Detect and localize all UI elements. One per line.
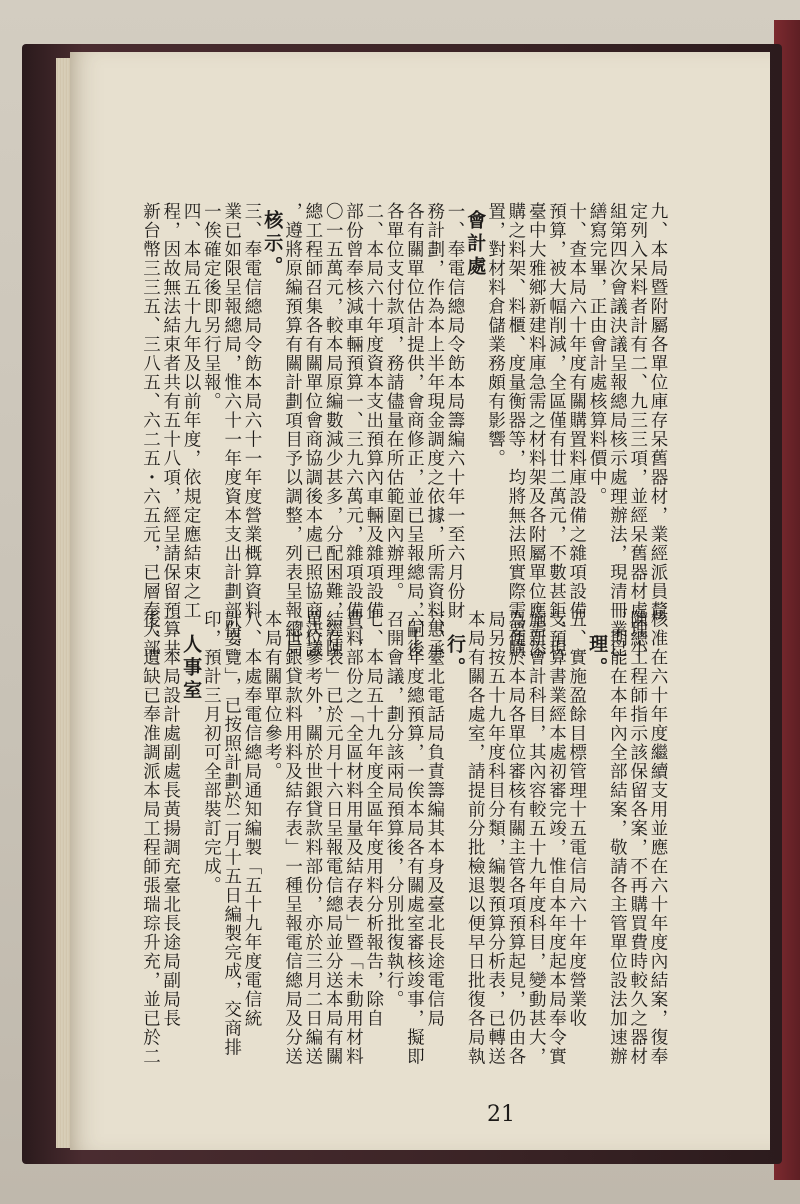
text-column: 本局有關各處室，請提前分批檢退以便早日批復各局執	[465, 610, 486, 1066]
text-column: 總工程師召集各有關單位會商協調後本處已照協商決議	[302, 202, 323, 658]
text-column: 各有關單位估計提供，會商修正，並已呈報總局，嗣後	[404, 202, 425, 658]
text-column: 六、臺北電話局負責籌編其本身及臺北長途電信局	[424, 610, 445, 1028]
section-heading: 核示。	[261, 210, 284, 279]
text-column: 結存表」已於元月十六日呈報電信總局並分送本局有關	[323, 610, 344, 1066]
text-column: 十、查本局六十年度有關購置料庫設備之雜項設備	[566, 202, 587, 620]
text-column: 六十年度總預算，一俟本局各有關處室審核竣事，擬即	[404, 610, 425, 1066]
text-column: 程，因故無法結束者共有五十八項，經呈請保留預算共	[160, 202, 181, 658]
text-column: 新台幣三三五、三八五、六二五・六五元，已層奉大部	[140, 202, 161, 658]
text-column: ，期能在本年內全部結案，敬請各主管單位設法加速辦	[607, 610, 628, 1066]
text-column: 定列入呆料者計有二、九三三項，並經呆舊器材處理小	[627, 202, 648, 658]
book-page	[70, 52, 770, 1150]
text-column: 一俟確定後即另行呈報。	[201, 202, 222, 411]
text-column: 一、本局設計處副處長黃揚調充臺北長途局副局長	[160, 610, 181, 1028]
text-column: 「世銀貸款料用料及結存表」一種呈報電信總局及分送	[282, 610, 303, 1066]
text-column: 五、實施盈餘目標管理十五電信局六十年度營業收	[566, 610, 587, 1028]
text-column: 本局有關單位參考。	[262, 610, 283, 781]
text-column: 三、奉電信總局令飭本局六十一年度營業概算資料	[242, 202, 262, 620]
text-column: 核准在六十年度繼續支用並應在六十年度內結案，復奉	[648, 610, 668, 1066]
text-column: 務計劃，作為本上半年現金調度之依據，所需資料惠承	[424, 202, 445, 658]
text-column: 繕寫完畢，正由會計處核算料價中。	[587, 202, 608, 506]
page-number: 21	[487, 1102, 515, 1127]
text-column: 組第四次會議決議呈報總局核示處理辦法，現清冊業已	[607, 202, 628, 658]
text-column: 印，預計三月初可全部裝訂完成。	[201, 610, 222, 895]
section-heading: 會計處	[464, 210, 487, 279]
text-column: 為便於本局各單位審核有關主管各項預算起見，仍由各	[505, 610, 526, 1066]
text-column: 各單位支付款項，務請儘量在所估範圍內辦理。	[384, 202, 405, 601]
text-column: 預算，被大幅削減，全區僅有廿二萬元，不數甚鉅，現	[546, 202, 567, 658]
text-column: 單位參考外，關於世銀貸款料部份，亦於三月二日編送	[302, 610, 323, 1066]
text-column: 業已如限呈報總局，惟六十一年度資本支出計劃部份，	[221, 202, 242, 658]
text-column: 陳總工程師指示該保留各案，不再購買費時較久之器材	[627, 610, 648, 1066]
text-column: 一、奉電信總局令飭本局籌編六十年一至六月份財	[445, 202, 465, 620]
text-column: 置，對材料倉儲業務頗有影響。	[485, 202, 506, 468]
text-column: 七、本局五十九年度全區年度用料分析報告，除自	[363, 610, 384, 1028]
text-column: 購之料架、料櫃、度量衡器等，均將無法照實際需要購	[505, 202, 526, 658]
text-column: 八、本處奉電信總局通知編製「五十九年度電信統	[242, 610, 262, 1028]
text-column: 支預算書業經本處初審完竣，惟自本年度起本局奉令實	[546, 610, 567, 1066]
text-column: 費料部份之「全區材料用量及結存表」暨「未動用材料	[343, 610, 364, 1066]
section-heading: 行。	[444, 634, 466, 680]
text-column: 二、本局六十年度資本支出預算內車輛及雜項設備	[363, 202, 384, 620]
text-column: 四、本局五十九年及以前年度，依規定應結束之工	[181, 202, 202, 620]
text-column: 局另按五十九年度科目分類，編製預算分析表，已轉送	[485, 610, 506, 1066]
text-column: 臺中大雅鄉新建料庫急需之材料架及各附屬單位應需添	[526, 202, 547, 658]
text-column: 計要覽」，已按照計劃於二月十五日編製完成，交商排	[221, 610, 242, 1058]
text-column: 施新會計科目，其內容較五十九年度科目，變動甚大，	[526, 610, 547, 1066]
text-column: 部份曾奉核減車輛預算一、三九六萬元，雜項設備一、	[343, 202, 364, 658]
text-column: 後，遺缺已奉准調派本局工程師張瑞琮升充，並已於二	[140, 610, 161, 1066]
section-heading: 理。	[586, 634, 609, 680]
text-column: 九、本局暨附屬各單位庫存呆舊器材，業經派員釐	[648, 202, 668, 620]
text-column: ，遵將原編預算有關計劃項目予以調整，列表呈報總局	[282, 202, 303, 658]
section-heading: 人事室	[180, 634, 203, 703]
text-column: 召開會議，劃分該兩局預算後，分別批復執行。	[384, 610, 405, 1009]
text-column: 〇一五萬元，較本局原編數減少甚多，分配困難，經陳	[323, 202, 344, 658]
